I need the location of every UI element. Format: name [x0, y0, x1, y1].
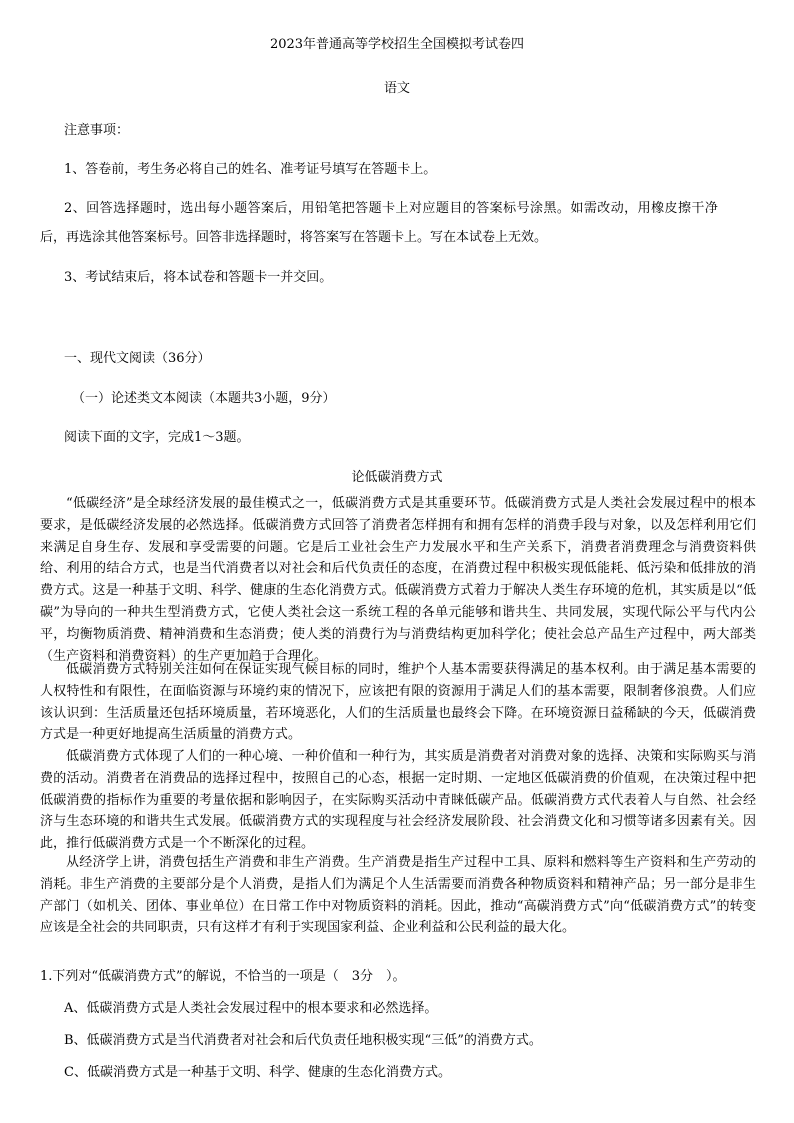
reading-instruction: 阅读下面的文字，完成1～3题。	[64, 430, 250, 445]
article-title: 论低碳消费方式	[351, 470, 443, 485]
exam-title: 2023年普通高等学校招生全国模拟考试卷四	[269, 37, 525, 52]
section-subtitle: （一）论述类文本阅读（本题共3小题，9分）	[72, 391, 336, 406]
question-1-stem: 1.下列对“低碳消费方式”的解说，不恰当的一项是（ 3分 ）。	[40, 969, 406, 984]
question-1-option-c: C、低碳消费方式是一种基于文明、科学、健康的生态化消费方式。	[64, 1065, 451, 1080]
notice-item-2-line-2: 后，再选涂其他答案标号。回答非选择题时，将答案写在答题卡上。写在本试卷上无效。	[40, 230, 548, 245]
question-1-option-b: B、低碳消费方式是当代消费者对社会和后代负责任地积极实现“三低”的消费方式。	[64, 1033, 542, 1048]
question-1-option-a: A、低碳消费方式是人类社会发展过程中的根本要求和必然选择。	[64, 1001, 438, 1016]
section-title: 一、现代文阅读（36分）	[64, 351, 211, 366]
article-paragraph: 从经济学上讲，消费包括生产消费和非生产消费。生产消费是指生产过程中工具、原料和燃料等生产资料和生产劳动的消耗。非生产消费的主要部分是个人消费，是指人们为满足个人生活需要而消费各种物质资料和精神产品；另一部分是非生产部门（如机关、团体、事业单位）在日常工作中对物质资料的消耗。因此，推动“高碳消费方式”向“低碳消费方式”的转变应该是全社会的共同职责，只有这样才有利于实现国家利益、企业利益和公民利益的最大化。	[40, 855, 756, 936]
notice-item-3: 3、考试结束后，将本试卷和答题卡一并交回。	[64, 270, 333, 285]
subject-label: 语文	[383, 81, 410, 96]
notice-heading: 注意事项：	[64, 123, 130, 138]
notice-item-2-line-1: 2、回答选择题时，选出每小题答案后，用铅笔把答题卡上对应题目的答案标号涂黑。如需改动，用橡皮擦干净	[64, 201, 719, 216]
article-paragraph: 低碳消费方式体现了人们的一种心境、一种价值和一种行为，其实质是消费者对消费对象的选择、决策和实际购买与消费的活动。消费者在消费品的选择过程中，按照自己的心态，根据一定时期、一定地区低碳消费的价值观，在决策过程中把低碳消费的指标作为重要的考量依据和影响因子，在实际购买活动中青睐低碳产品。低碳消费方式代表着人与自然、社会经济与生态环境的和谐共生式发展。低碳消费方式的实现程度与社会经济发展阶段、社会消费文化和习惯等诸多因素有关。因此，推行低碳消费方式是一个不断深化的过程。	[40, 749, 756, 852]
article-paragraph: “低碳经济”是全球经济发展的最佳模式之一，低碳消费方式是其重要环节。低碳消费方式是人类社会发展过程中的根本要求，是低碳经济发展的必然选择。低碳消费方式回答了消费者怎样拥有和拥有怎样的消费手段与对象，以及怎样利用它们来满足自身生存、发展和享受需要的问题。它是后工业社会生产力发展水平和生产关系下，消费者消费理念与消费资料供给、利用的结合方式，也是当代消费者以对社会和后代负责任的态度，在消费过程中积极实现低能耗、低污染和低排放的消费方式。这是一种基于文明、科学、健康的生态化消费方式。低碳消费方式着力于解决人类生存环境的危机，其实质是以“低碳”为导向的一种共生型消费方式，它使人类社会这一系统工程的各单元能够和谐共生、共同发展，实现代际公平与代内公平，均衡物质消费、精神消费和生态消费；使人类的消费行为与消费结构更加科学化；使社会总产品生产过程中，两大部类（生产资料和消费资料）的生产更加趋于合理化。	[40, 496, 756, 664]
article-paragraph: 低碳消费方式特别关注如何在保证实现气候目标的同时，维护个人基本需要获得满足的基本权利。由于满足基本需要的人权特性和有限性，在面临资源与环境约束的情况下，应该把有限的资源用于满足人们的基本需要，限制奢侈浪费。人们应该认识到：生活质量还包括环境质量，若环境恶化，人们的生活质量也最终会下降。在环境资源日益稀缺的今天，低碳消费方式是一种更好地提高生活质量的消费方式。	[40, 662, 756, 743]
notice-item-1: 1、答卷前，考生务必将自己的姓名、准考证号填写在答题卡上。	[64, 162, 437, 177]
